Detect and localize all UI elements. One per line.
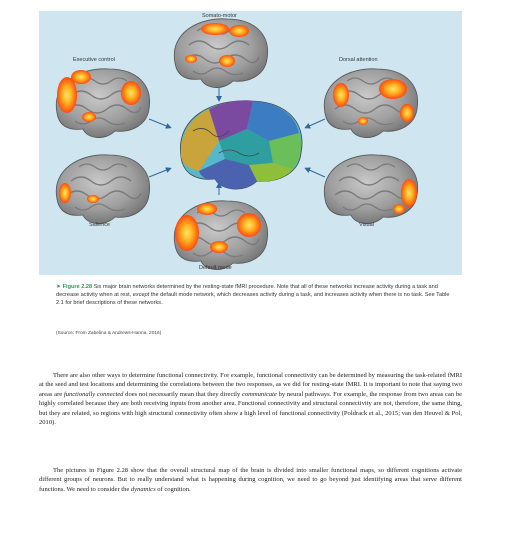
figure-source: (Source: From Zabelina & Andrews-Hanna, 2016) [56, 331, 162, 336]
label-somato-motor: Somato-motor [202, 13, 237, 19]
brain-networks-illustration [39, 11, 462, 275]
label-default-mode: Default mode [199, 265, 232, 271]
brain-default-mode [174, 201, 267, 270]
label-executive-control: Executive control [73, 57, 115, 63]
brain-networks-figure [39, 11, 462, 275]
caption-text-part1: Six major brain networks determined by the resting-state fMRI procedure. Note that all of these networks increase activity during a task and decrease activity when at rest, [56, 284, 438, 299]
paragraph-text: by neural pathways. For example, the response from two areas can be highly correlated because they are both receiving inputs from another area. Functional connectivity and structural connectivity are not, therefore, the same thing, but they are related, so regions with high structural connectivity often show a high level of functional connectivity (Poldrack et al., 2015; van den Heuvel & Pol, 2010). [39, 390, 462, 427]
body-paragraph-2 [39, 466, 462, 494]
emphasis-text: dynamics [130, 485, 156, 493]
brain-salience [56, 155, 149, 224]
figure-caption [56, 283, 452, 308]
emphasis-text: communicate [242, 390, 277, 398]
brain-executive-control [56, 69, 149, 138]
caption-except: except [132, 292, 150, 299]
label-dorsal-attention: Dorsal attention [339, 57, 378, 63]
brain-combined-map [180, 100, 302, 189]
paragraph-text: There are also other ways to determine functional connectivity. For example, functional connectivity can be determined by measuring the task-related fMRI at the seed and test locations and determining the correlations between the two responses, as we did for resting-state fMRI. It is important to note that saying two areas are [39, 372, 462, 398]
label-salience: Salience [89, 222, 111, 228]
label-visual: Visual [359, 222, 374, 228]
emphasis-text: functionally connected [63, 390, 124, 398]
body-paragraph-1 [39, 371, 462, 428]
paragraph-text: of cognition. [155, 485, 191, 493]
brain-dorsal-attention [324, 69, 417, 138]
paragraph-text: The pictures in Figure 2.28 show that the overall structural map of the brain is divided into smaller functional maps, so different cognitions activate different groups of neurons. But to really understand what is happening during cognition, we need to go beyond just identifying areas that serve different functions. We need to consider the [39, 467, 462, 493]
paragraph-text: does not necessarily mean that they directly [123, 390, 242, 398]
figure-number: Figure 2.28 [62, 284, 93, 290]
brain-visual [324, 155, 417, 224]
caption-arrow-icon: ➤ [56, 284, 62, 290]
caption-text-part2: the default mode network, which decreases activity during a task, and increases activity when there is no task. See Table 2.1 for brief descriptions of these networks. [56, 292, 450, 307]
brain-somato-motor [174, 19, 267, 88]
